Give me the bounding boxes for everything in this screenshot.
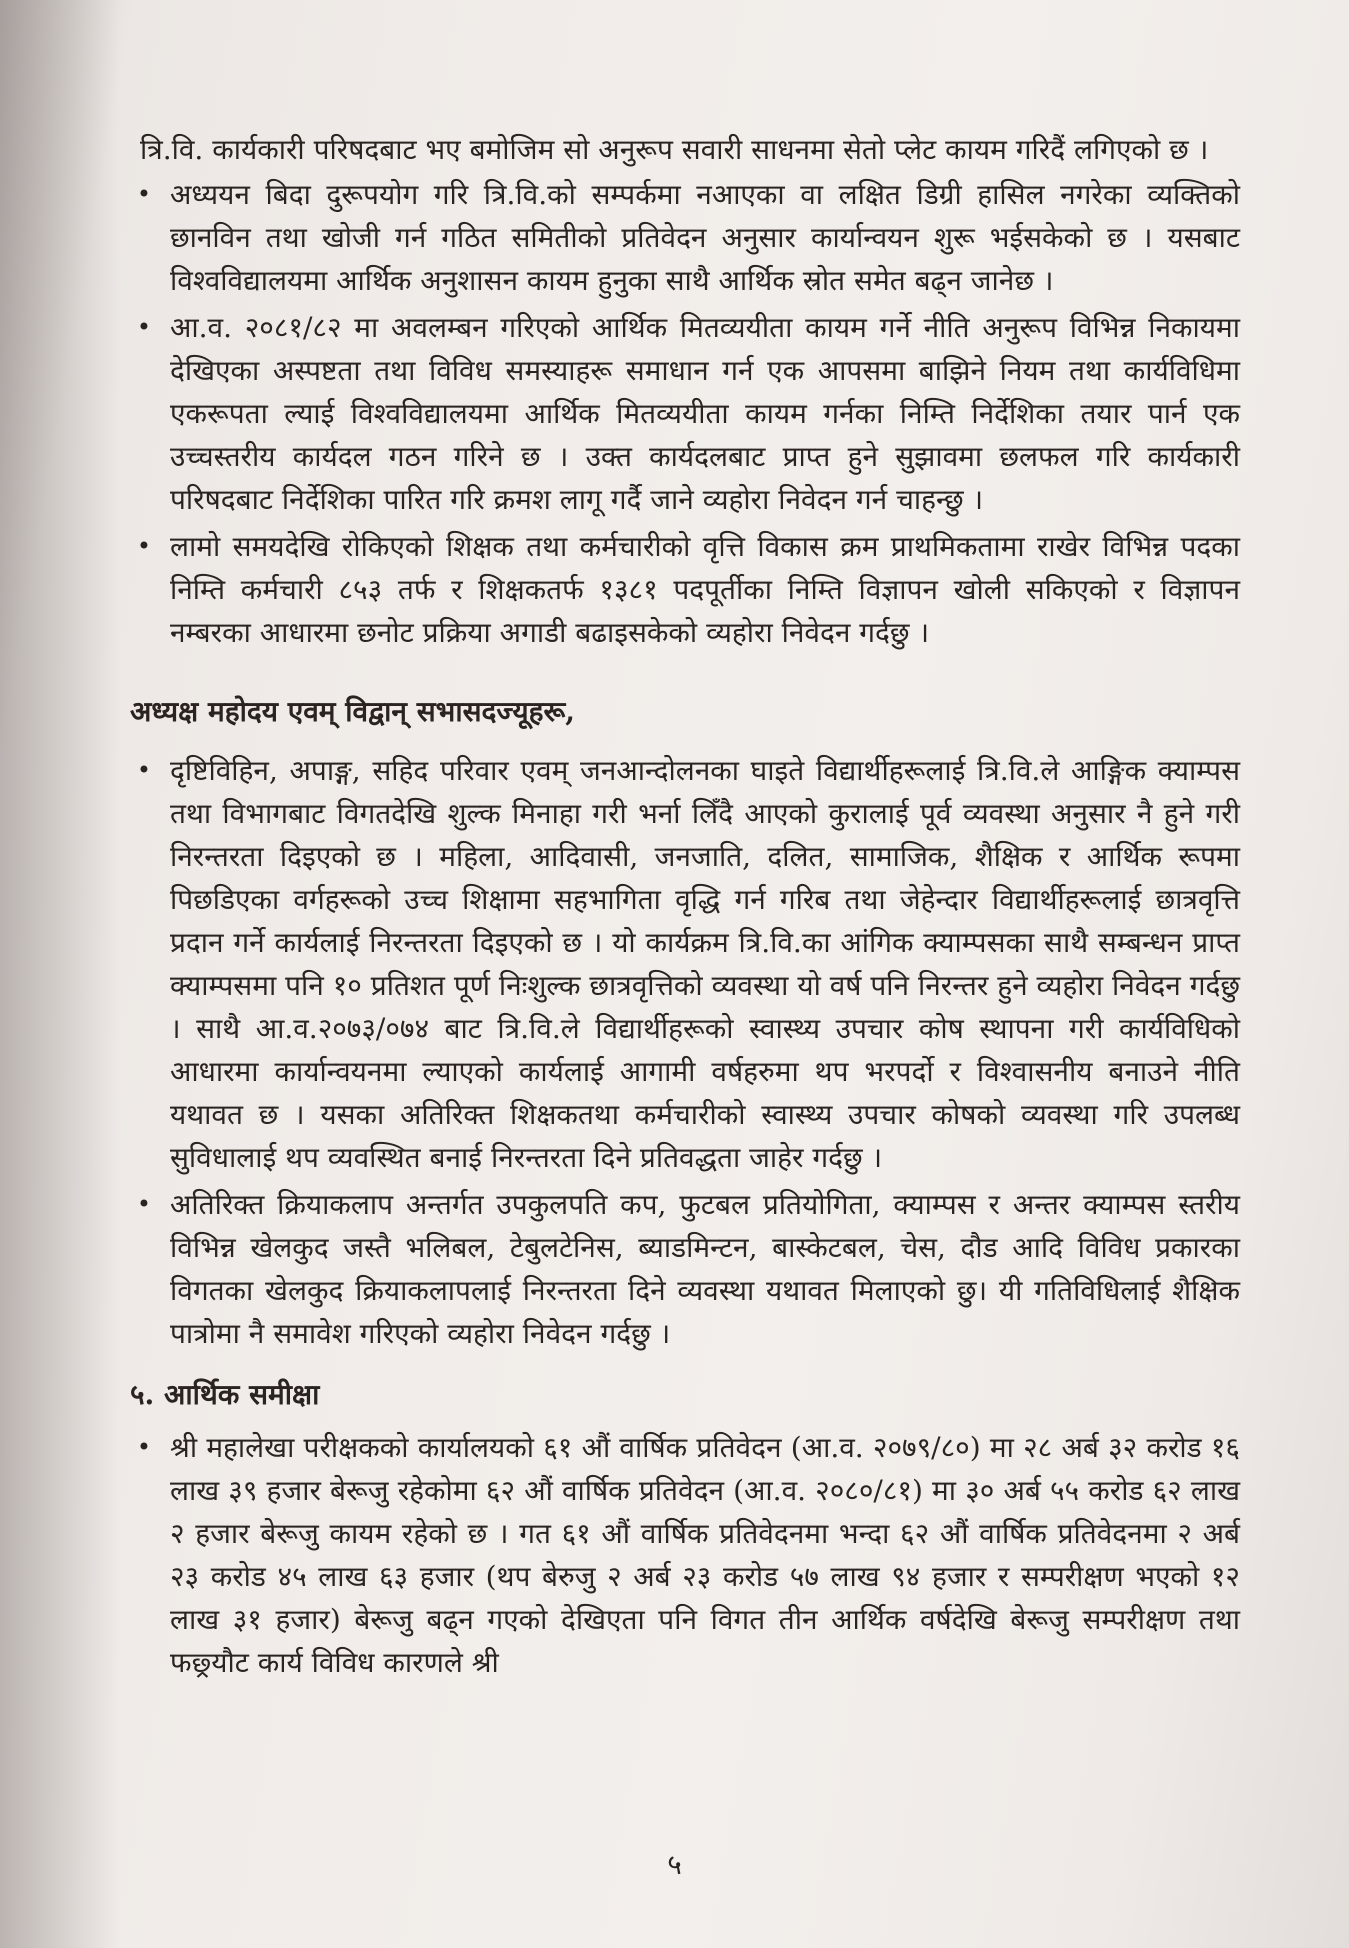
list-item [130,1426,1240,1684]
document-body [130,128,1240,1688]
salutation-heading: अध्यक्ष महोदय एवम् विद्वान् सभासदज्यूहरू, [130,695,575,728]
section-heading: ५. आर्थिक समीक्षा [130,1378,320,1411]
list-item-text: दृष्टिविहिन, अपाङ्ग, सहिद परिवार एवम् जनआन्दोलनका घाइते विद्यार्थीहरूलाई त्रि.वि.ले आङ्गिक क्याम्पस तथा विभागबाट विगतदेखि शुल्क मिनाहा गरी भर्ना लिँदै आएको कुरालाई पूर्व व्यवस्था अनुसार नै हुने गरी निरन्तरता दिइएको छ । महिला, आदिवासी, जनजाति, दलित, सामाजिक, शैक्षिक र आर्थिक रूपमा पिछडिएका वर्गहरूको उच्च शिक्षामा सहभागिता वृद्धि गर्न गरिब तथा जेहेन्दार विद्यार्थीहरूलाई छात्रवृत्ति प्रदान गर्ने कार्यलाई निरन्तरता दिइएको छ । यो कार्यक्रम त्रि.वि.का आंगिक क्याम्पसका साथै सम्बन्धन प्राप्त क्याम्पसमा पनि १० प्रतिशत पूर्ण निःशुल्क छात्रवृत्तिको व्यवस्था यो वर्ष पनि निरन्तर हुने व्यहोरा निवेदन गर्दछु । साथै आ.व.२०७३/०७४ बाट त्रि.वि.ले विद्यार्थीहरूको स्वास्थ्य उपचार कोष स्थापना गरी कार्यविधिको आधारमा कार्यान्वयनमा ल्याएको कार्यलाई आगामी वर्षहरुमा थप भरपर्दो र विश्वासनीय बनाउने नीति यथावत छ । यसका अतिरिक्त शिक्षकतथा कर्मचारीको स्वास्थ्य उपचार कोषको व्यवस्था गरि उपलब्ध सुविधालाई थप व्यवस्थित बनाई निरन्तरता दिने प्रतिवद्धता जाहेर गर्दछु । [170,754,1240,1174]
list-item [130,525,1240,654]
bullet-icon: • [136,1190,152,1218]
list-item-text: लामो समयदेखि रोकिएको शिक्षक तथा कर्मचारीको वृत्ति विकास क्रम प्राथमिकतामा राखेर विभिन्न पदका निम्ति कर्मचारी ८५३ तर्फ र शिक्षकतर्फ १३८१ पदपूर्तीका निम्ति विज्ञापन खोली सकिएको र विज्ञापन नम्बरका आधारमा छनोट प्रक्रिया अगाडी बढाइसकेको व्यहोरा निवेदन गर्दछु । [170,530,1240,649]
list-item [130,306,1240,521]
list-item-text: आ.व. २०८१/८२ मा अवलम्बन गरिएको आर्थिक मितव्ययीता कायम गर्ने नीति अनुरूप विभिन्न निकायमा देखिएका अस्पष्टता तथा विविध समस्याहरू समाधान गर्न एक आपसमा बाझिने नियम तथा कार्यविधिमा एकरूपता ल्याई विश्वविद्यालयमा आर्थिक मितव्ययीता कायम गर्नका निम्ति निर्देशिका तयार पार्न एक उच्चस्तरीय कार्यदल गठन गरिने छ । उक्त कार्यदलबाट प्राप्त हुने सुझावमा छलफल गरि कार्यकारी परिषदबाट निर्देशिका पारित गरि क्रमश लागू गर्दै जाने व्यहोरा निवेदन गर्न चाहन्छु । [170,311,1240,516]
bullet-icon: • [136,756,152,784]
continued-paragraph: त्रि.वि. कार्यकारी परिषदबाट भए बमोजिम सो अनुरूप सवारी साधनमा सेतो प्लेट कायम गरिदैं लगिएको छ । [140,133,1209,166]
page-fold-shadow [0,0,120,1948]
bullet-icon: • [136,532,152,560]
list-item [130,749,1240,1179]
bullet-icon: • [136,1433,152,1461]
list-item [130,173,1240,302]
bullet-icon: • [136,180,152,208]
bullet-icon: • [136,313,152,341]
list-item [130,1183,1240,1355]
list-item-text: अध्ययन बिदा दुरूपयोग गरि त्रि.वि.को सम्पर्कमा नआएका वा लक्षित डिग्री हासिल नगरेका व्यक्तिको छानविन तथा खोजी गर्न गठित समितीको प्रतिवेदन अनुसार कार्यान्वयन शुरू भईसकेको छ । यसबाट विश्वविद्यालयमा आर्थिक अनुशासन कायम हुनुका साथै आर्थिक स्रोत समेत बढ्न जानेछ । [170,178,1240,297]
list-item-text: श्री महालेखा परीक्षकको कार्यालयको ६१ औं वार्षिक प्रतिवेदन (आ.व. २०७९/८०) मा २८ अर्ब ३२ करोड १६ लाख ३९ हजार बेरूजु रहेकोमा ६२ औं वार्षिक प्रतिवेदन (आ.व. २०८०/८१) मा ३० अर्ब ५५ करोड ६२ लाख २ हजार बेरूजु कायम रहेको छ । गत ६१ औं वार्षिक प्रतिवेदनमा भन्दा ६२ औं वार्षिक प्रतिवेदनमा २ अर्ब २३ करोड ४५ लाख ६३ हजार (थप बेरुजु २ अर्ब २३ करोड ५७ लाख ९४ हजार र सम्परीक्षण भएको १२ लाख ३१ हजार) बेरूजु बढ्न गएको देखिएता पनि विगत तीन आर्थिक वर्षदेखि बेरूजु सम्परीक्षण तथा फछ्र्यौट कार्य विविध कारणले श्री [170,1431,1240,1679]
page-number: ५ [667,1848,682,1881]
list-item-text: अतिरिक्त क्रियाकलाप अन्तर्गत उपकुलपति कप, फुटबल प्रतियोगिता, क्याम्पस र अन्तर क्याम्पस स्तरीय विभिन्न खेलकुद जस्तै भलिबल, टेबुलटेनिस, ब्याडमिन्टन, बास्केटबल, चेस, दौड आदि विविध प्रकारका विगतका खेलकुद क्रियाकलापलाई निरन्तरता दिने व्यवस्था यथावत मिलाएको छु। यी गतिविधिलाई शैक्षिक पात्रोमा नै समावेश गरिएको व्यहोरा निवेदन गर्दछु । [170,1188,1240,1350]
